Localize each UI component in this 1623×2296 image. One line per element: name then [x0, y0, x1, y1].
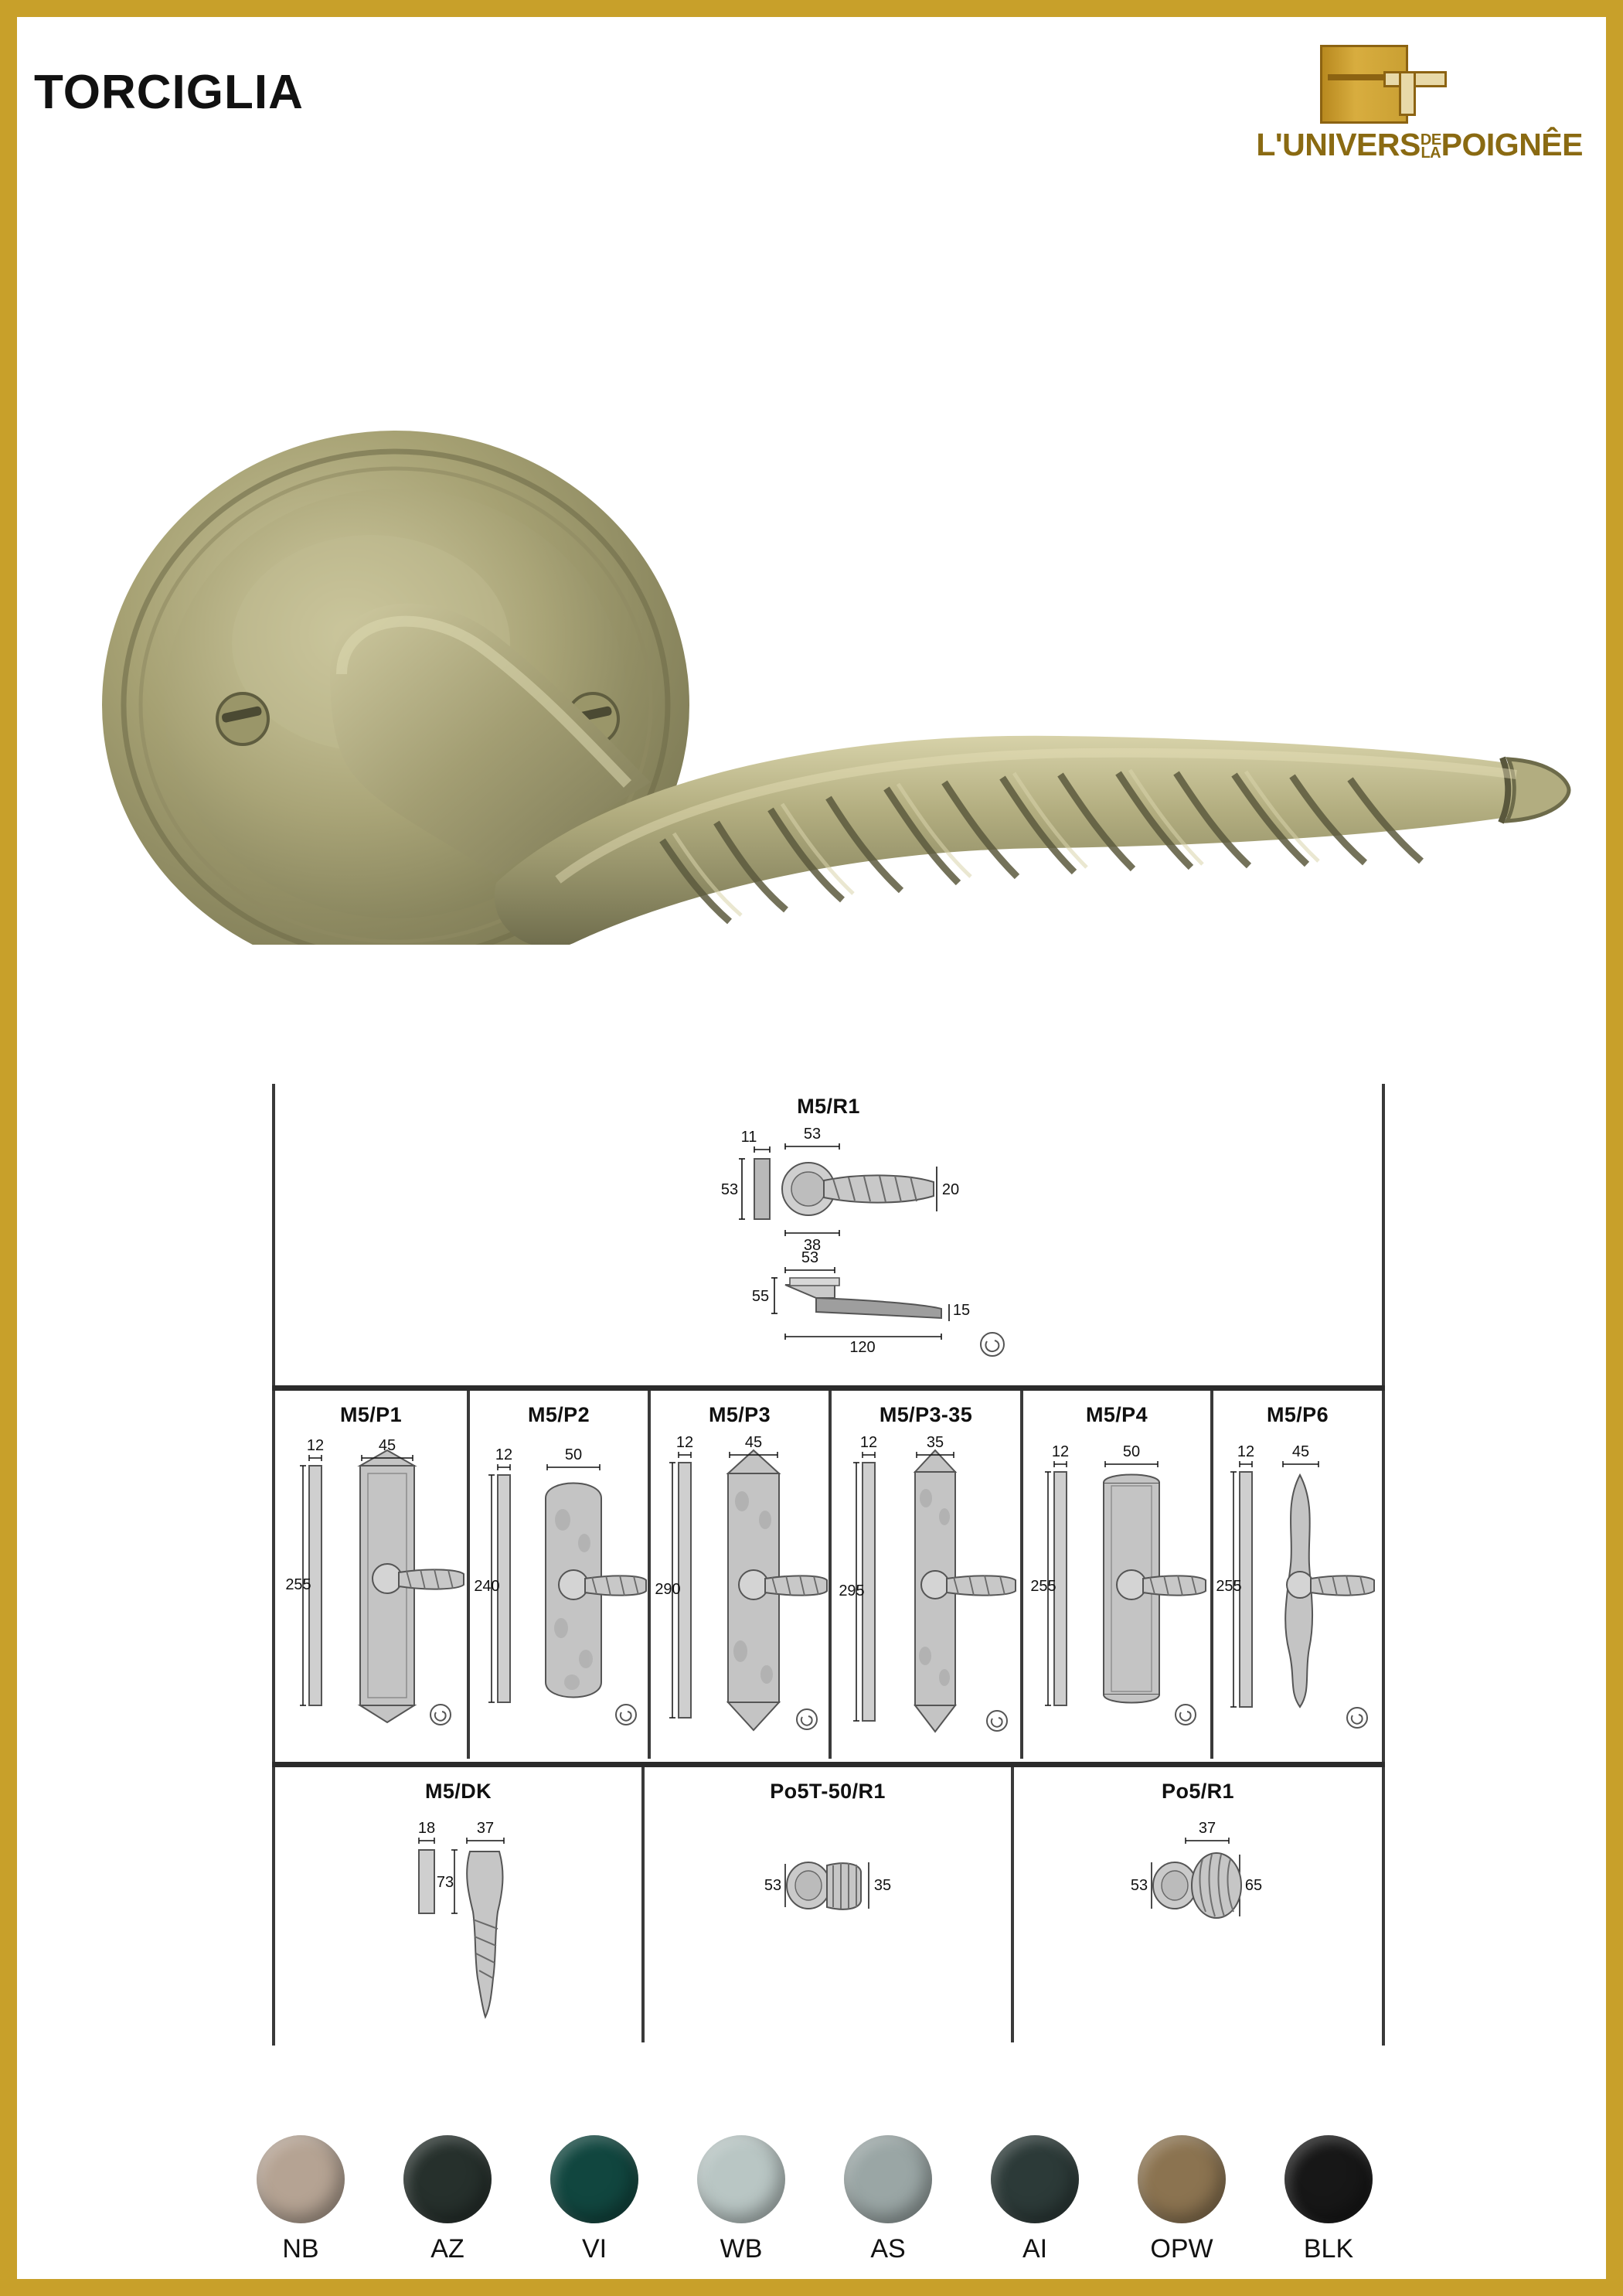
accessory-title-m5dk: M5/DK: [424, 1780, 492, 1803]
tech-divider-2: [272, 1762, 1385, 1767]
po5r1-drawing: [1014, 1804, 1379, 2035]
dim-53-left: 53: [720, 1181, 739, 1198]
dim-295: 295: [839, 1582, 865, 1599]
tech-block-accessories: [272, 1767, 1385, 2046]
plates-row: [275, 1391, 1382, 1759]
finish-swatch-wb[interactable]: [697, 2135, 785, 2223]
dim-120: 120: [849, 1339, 876, 1356]
accessory-cell-m5dk: [275, 1767, 645, 2042]
finish-label-az: AZ: [430, 2234, 464, 2264]
brand-small-la: LA: [1421, 145, 1441, 162]
finish-swatch-opw[interactable]: [1138, 2135, 1226, 2223]
finish-item-ai[interactable]: [983, 2135, 1087, 2274]
dim-37: 37: [1198, 1820, 1216, 1837]
m5r1-drawing: [275, 1119, 1382, 1381]
handle-stem-shape: [1399, 71, 1416, 116]
m5p4-drawing: [1023, 1427, 1210, 1744]
finish-label-opw: OPW: [1150, 2234, 1213, 2264]
accessories-row: [275, 1767, 1382, 2042]
finish-item-nb[interactable]: [249, 2135, 352, 2274]
finish-item-vi[interactable]: [543, 2135, 646, 2274]
dim-290: 290: [655, 1581, 681, 1598]
spring-icon: [616, 1705, 636, 1725]
dim-38: 38: [803, 1237, 822, 1254]
door-with-handle-icon: [1312, 40, 1451, 125]
m5p3-35-drawing: [832, 1427, 1020, 1744]
m5p2-drawing: [470, 1427, 648, 1744]
brand-block: [1181, 40, 1583, 172]
dim-18: 18: [417, 1820, 436, 1837]
m5p1-drawing: [275, 1427, 467, 1744]
finish-swatch-nb[interactable]: [257, 2135, 345, 2223]
dim-53: 53: [764, 1877, 782, 1894]
m5p3-drawing: [651, 1427, 829, 1744]
finishes-row: [249, 2135, 1424, 2274]
dim-45: 45: [1291, 1443, 1310, 1460]
dim-55: 55: [751, 1288, 770, 1305]
finish-swatch-as[interactable]: [844, 2135, 932, 2223]
m5r1-side-view: [785, 1278, 941, 1318]
finish-label-as: AS: [870, 2234, 906, 2264]
finish-label-nb: NB: [282, 2234, 319, 2264]
plate-cell-m5p3-35: [832, 1391, 1023, 1759]
dim-53-bottom: 53: [801, 1249, 819, 1266]
spring-icon: [797, 1709, 817, 1729]
plate-cell-m5p6: [1213, 1391, 1382, 1759]
finish-label-vi: VI: [581, 2234, 607, 2264]
dim-45: 45: [744, 1434, 763, 1451]
finish-label-wb: WB: [720, 2234, 763, 2264]
page-title: TORCIGLIA: [34, 66, 304, 119]
finish-label-ai: AI: [1022, 2234, 1048, 2264]
finish-label-blk: BLK: [1303, 2234, 1354, 2264]
brand-name-part1: L'UNIVERS: [1256, 127, 1421, 162]
plate-cell-m5p1: [275, 1391, 470, 1759]
spring-icon: [1176, 1705, 1196, 1725]
dim-12: 12: [675, 1434, 694, 1451]
tech-block-plates: [272, 1391, 1385, 1762]
dim-12: 12: [1051, 1443, 1070, 1460]
plate-cell-m5p2: [470, 1391, 651, 1759]
finish-swatch-ai[interactable]: [991, 2135, 1079, 2223]
finish-item-opw[interactable]: [1130, 2135, 1233, 2274]
dim-35: 35: [873, 1877, 892, 1894]
plate-title-m5p3-35: M5/P3-35: [879, 1403, 973, 1426]
brand-name-part2: POIGNÊE: [1441, 127, 1583, 162]
dim-12: 12: [1237, 1443, 1255, 1460]
finish-swatch-blk[interactable]: [1284, 2135, 1373, 2223]
dim-255: 255: [1216, 1578, 1242, 1595]
dim-53-top: 53: [803, 1126, 822, 1143]
dim-65: 65: [1244, 1877, 1263, 1894]
dim-15: 15: [952, 1302, 971, 1319]
m5dk-drawing: [275, 1804, 641, 2035]
brand-name-small: [1420, 131, 1441, 162]
screw-left: [217, 693, 268, 744]
plate-title-m5p1: M5/P1: [339, 1403, 403, 1426]
brand-name: [1181, 127, 1583, 163]
finish-swatch-az[interactable]: [403, 2135, 492, 2223]
dim-12: 12: [495, 1446, 513, 1463]
plate-cell-m5p4: [1023, 1391, 1213, 1759]
technical-drawings: [272, 1084, 1385, 2046]
block-title-m5r1: M5/R1: [797, 1095, 860, 1118]
dim-50: 50: [564, 1446, 583, 1463]
door-handle-photo: [63, 272, 1594, 945]
dim-12: 12: [859, 1434, 878, 1451]
accessory-title-po5r1: Po5/R1: [1162, 1780, 1234, 1803]
m5r1-top-view: [754, 1159, 934, 1219]
plate-title-m5p4: M5/P4: [1085, 1403, 1148, 1426]
dim-37: 37: [476, 1820, 495, 1837]
dim-255: 255: [285, 1576, 311, 1593]
plate-title-m5p2: M5/P2: [527, 1403, 590, 1426]
dim-50: 50: [1122, 1443, 1141, 1460]
finish-item-wb[interactable]: [689, 2135, 793, 2274]
brand-small-de: DE: [1420, 131, 1441, 148]
m5p6-drawing: [1213, 1427, 1379, 1744]
lever-end-cap: [1507, 759, 1569, 821]
spring-icon: [987, 1711, 1007, 1731]
finish-item-az[interactable]: [396, 2135, 499, 2274]
accessory-cell-po5t50r1: [645, 1767, 1014, 2042]
spring-icon: [1347, 1708, 1367, 1728]
po5t50r1-drawing: [645, 1804, 1011, 2035]
tech-block-m5r1: [272, 1084, 1385, 1385]
plate-title-m5p3: M5/P3: [708, 1403, 771, 1426]
accessory-cell-po5r1: [1014, 1767, 1382, 2042]
accessory-title-po5t50r1: Po5T-50/R1: [770, 1780, 886, 1803]
spring-icon: [981, 1333, 1004, 1356]
dim-12: 12: [306, 1437, 325, 1454]
dim-53: 53: [1130, 1877, 1148, 1894]
page-header: [17, 17, 1606, 203]
dim-45: 45: [378, 1437, 396, 1454]
product-photo: [63, 272, 1594, 945]
plate-cell-m5p3: [651, 1391, 832, 1759]
finish-swatch-vi[interactable]: [550, 2135, 638, 2223]
tech-divider-1: [272, 1385, 1385, 1391]
dim-11: 11: [740, 1129, 757, 1146]
finish-item-as[interactable]: [836, 2135, 940, 2274]
dim-255: 255: [1030, 1578, 1056, 1595]
dim-35: 35: [926, 1434, 944, 1451]
page-content: [17, 17, 1606, 2279]
dim-240: 240: [474, 1578, 500, 1595]
dim-20: 20: [941, 1181, 960, 1198]
plate-title-m5p6: M5/P6: [1266, 1403, 1329, 1426]
spring-icon: [430, 1705, 451, 1725]
dim-73: 73: [436, 1874, 454, 1891]
finish-item-blk[interactable]: [1277, 2135, 1380, 2274]
